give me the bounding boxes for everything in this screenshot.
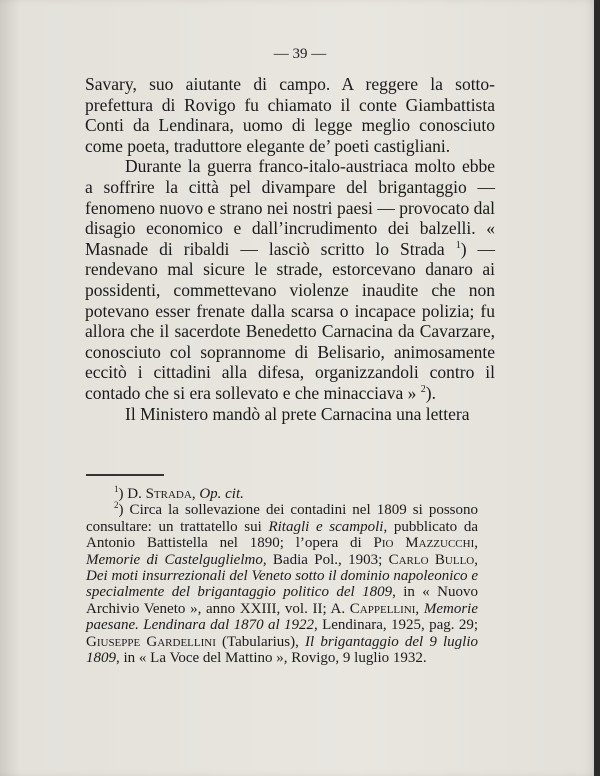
- text-run: ,: [415, 600, 424, 617]
- italic-text: Il brigantaggio del 9 luglio 1809: [86, 633, 478, 667]
- footnote: [86, 486, 478, 502]
- text-run: ,: [474, 535, 478, 552]
- small-caps-name: Strada: [145, 486, 192, 502]
- footnote: [86, 502, 478, 666]
- footnote-ref: 1: [114, 484, 119, 494]
- text-run: ) D.: [118, 486, 146, 502]
- paragraph: [85, 156, 495, 403]
- text-run: ,: [474, 551, 478, 568]
- small-caps-name: Carlo Bullo: [388, 551, 475, 568]
- small-caps-name: Cappellini: [349, 600, 416, 617]
- footnote-ref: 2: [420, 384, 426, 396]
- text-run: , in « Nuovo Archivio Veneto », anno XXIII, vol. II; A.: [86, 584, 478, 617]
- text-run: Durante la guerra franco-italo-austriaca molto ebbe a soffrire la città pel divampare del brigantaggio — fenomeno nuovo e strano nei nostri paesi — provocato dal disagio economico e dall’incrudimento dei balzelli. « Masnade di ribaldi — lasciò scritto lo Strada: [85, 156, 495, 259]
- text-run: (Tabularius),: [215, 633, 306, 650]
- text-run: , in « La Voce del Mattino », Rovigo, 9 luglio 1932.: [116, 650, 427, 667]
- italic-text: Memorie paesane. Lendinara dal 1870 al 1922: [86, 600, 479, 634]
- text-run: , pubblicato da Antonio Battistella nel 1890; l’opera di: [86, 518, 478, 552]
- text-run: , Lendinara, 1925, pag. 29;: [313, 617, 478, 634]
- text-run: ) Circa la sollevazione dei contadini nel 1809 si possono consultare: un trattatello sui: [86, 502, 478, 535]
- text-run: ,: [191, 486, 200, 502]
- footnote-ref: 1: [455, 239, 461, 251]
- paragraph: [85, 74, 495, 156]
- italic-text: Op. cit.: [199, 486, 244, 502]
- footnote-separator: [86, 474, 164, 476]
- page-number: — 39 —: [273, 46, 327, 62]
- text-run: , Badia Pol., 1903;: [262, 551, 389, 568]
- text-run: Savary, suo aiutante di campo. A reggere la sotto-prefettura di Rovigo fu chiamato il conte Giambattista Conti da Lendinara, uomo di legge meglio conosciuto come poeta, traduttore elegante de’ poeti castigliani.: [85, 74, 495, 156]
- page-edge-shadow: [594, 0, 600, 776]
- small-caps-name: Giuseppe Gardellini: [86, 633, 216, 650]
- footnote-ref: 2: [114, 500, 119, 511]
- italic-text: Memorie di Castelguglielmo: [86, 551, 263, 568]
- paragraph: [85, 404, 495, 425]
- italic-text: Dei moti insurrezionali del Veneto sotto il dominio napoleonico e specialmente del brigantaggio politico del 1809: [86, 568, 478, 601]
- footnotes: [86, 486, 478, 666]
- text-run: Il Ministero mandò al prete Carnacina una lettera: [125, 403, 470, 424]
- text-run: ) — rendevano mal sicure le strade, estorcevano danaro ai possidenti, commettevano violenze inaudite che non potevano esser frenate dalla scarsa o incapace polizia; fu allora che il sacerdote Benedetto Carnacina da Cavarzare, conosciuto col soprannome di Belisario, animosamente eccitò i cittadini alla difesa, organizzandoli contro il contado che si era sollevato e che minacciava »: [85, 238, 495, 403]
- text-run: ).: [425, 382, 436, 403]
- italic-text: Ritagli e scampoli: [268, 518, 384, 535]
- body-text: [85, 74, 495, 424]
- small-caps-name: Pio Mazzucchi: [373, 535, 475, 552]
